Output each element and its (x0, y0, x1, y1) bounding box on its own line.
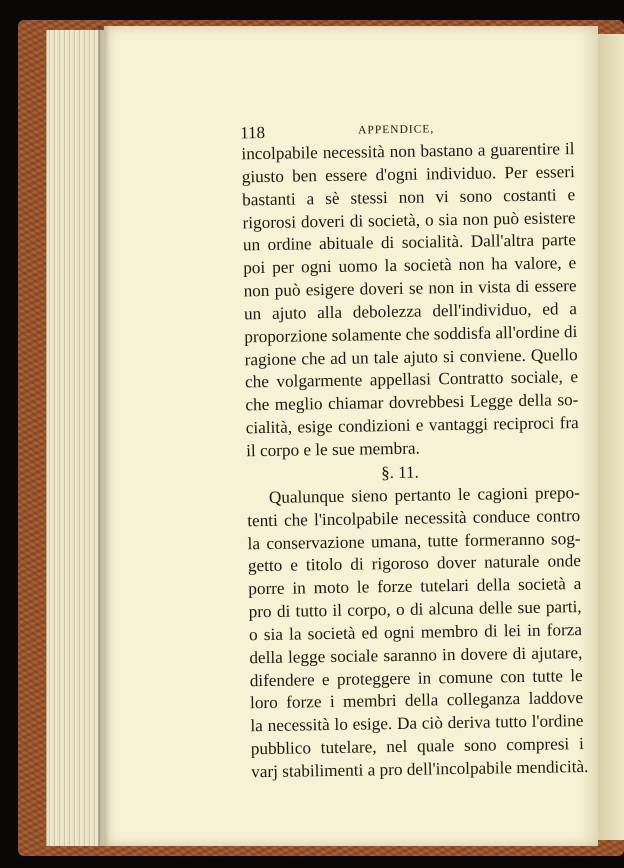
text-line: ragione che ad un tale ajuto si conviene. Quello (244, 344, 578, 369)
text-line: varj stabilimenti a pro dell'incolpabile mendicità. (251, 756, 589, 782)
text-line: non può esigere doveri se non in vista di essere (243, 276, 577, 301)
text-line: pro di tutto il corpo, o di alcuna delle sue parti, (248, 597, 582, 622)
text-line: bastanti a sè stessi non vi sono costanti e (242, 184, 576, 210)
text-line: porre in moto le forze tutelari della società a (248, 574, 582, 599)
running-head: APPENDICE, (358, 123, 435, 137)
text-line: della legge sociale saranno in dovere di ajutare, (249, 642, 583, 668)
text-line: tenti che l'incolpabile necessità conduce contro (247, 505, 581, 530)
text-line: incolpabile necessità non bastano a guarentire il (241, 139, 575, 164)
text-line: getto e titolo di rigoroso dover naturale onde (247, 551, 582, 576)
facing-page-edge (598, 34, 624, 840)
text-line: Qualunque sieno pertanto le cagioni prepo- (268, 482, 580, 507)
text-line: un ordine abituale di socialità. Dall'altra parte (242, 230, 577, 255)
text-line: pubblico tutelare, nel quale sono compresi i (250, 734, 584, 759)
text-line: giusto ben essere d'ogni individuo. Per esseri (241, 161, 575, 187)
text-line: poi per ogni uomo la società non ha valore, e (243, 253, 577, 278)
text-line: loro forze i membri della colleganza laddove (249, 688, 584, 713)
text-line: la conservazione umana, tutte formeranno sog- (247, 528, 581, 553)
text-line: il corpo e le sue membra. (245, 438, 420, 461)
text-line: difendere e proteggere in comune con tutte le (249, 665, 583, 690)
paragraph-2 (142, 482, 589, 786)
text-line: che meglio chiamar dovrebbesi Legge della so- (245, 390, 579, 415)
paragraph-1 (136, 138, 579, 465)
text-line: proporzione solamente che soddisfa all'ordine di (244, 321, 578, 347)
text-line: un ajuto alla debolezza dell'individuo, ed a (243, 299, 578, 324)
text-line: o sia la società ed ogni membro di lei in forza (248, 619, 583, 645)
page-text (136, 118, 589, 786)
page-edges (46, 30, 105, 846)
text-line: cialità, esige condizioni e vantaggi reciproci fra (245, 413, 579, 438)
text-line: che volgarmente appellasi Contratto sociale, e (244, 367, 579, 392)
text-line: rigorosi doveri di società, o sia non può esistere (242, 207, 576, 232)
page-number: 118 (239, 122, 266, 143)
text-line: la necessità lo esige. Da ciò deriva tutto l'ordine (250, 711, 584, 736)
section-number: §. 11. (381, 462, 419, 483)
gutter-shadow (98, 26, 110, 846)
